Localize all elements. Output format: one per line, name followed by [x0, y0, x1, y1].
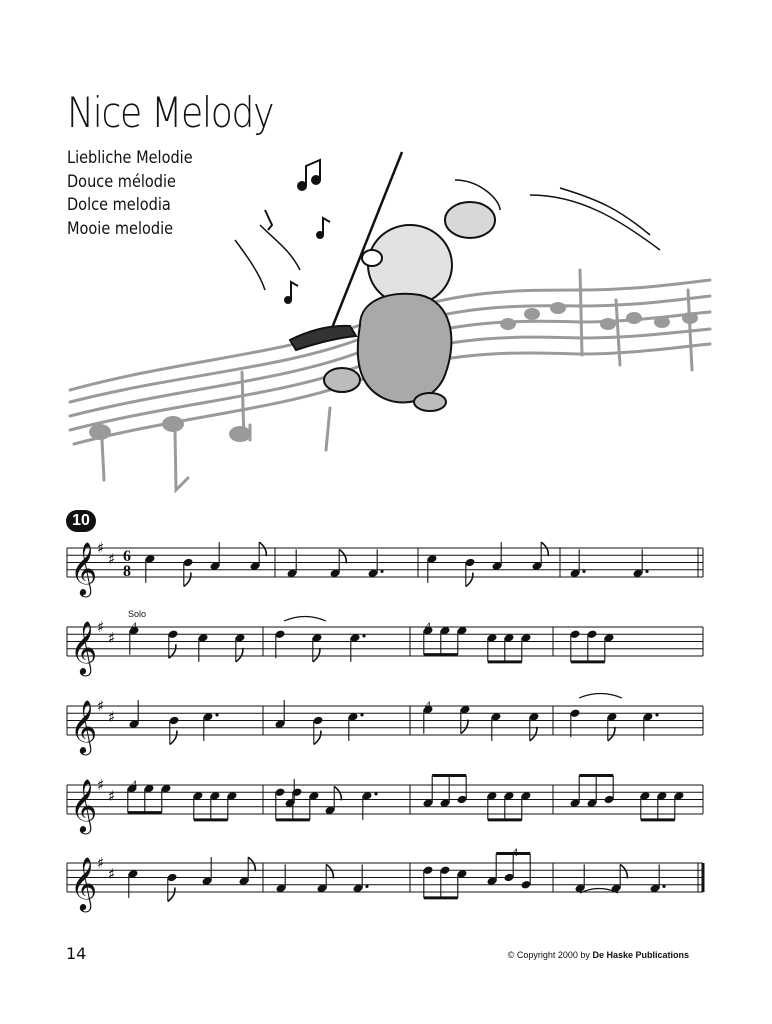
tie-slur: [579, 694, 622, 699]
note-flag: [313, 648, 320, 662]
treble-clef: 𝄞: [70, 856, 98, 910]
copyright-text: © Copyright 2000 by: [507, 950, 590, 960]
treble-clef: 𝄞: [70, 541, 98, 595]
note-dot: [380, 570, 383, 573]
sharp-sign: ♯: [108, 628, 116, 647]
note-dot: [645, 570, 648, 573]
note-flag: [184, 573, 191, 587]
sharp-sign: ♯: [97, 854, 105, 872]
page-number: 14: [66, 944, 87, 963]
note-flag: [236, 648, 243, 662]
time-signature-top: 6: [123, 548, 131, 565]
note-flag: [608, 727, 615, 741]
subtitle-french: Douce mélodie: [67, 171, 176, 191]
subtitle-german: Liebliche Melodie: [67, 148, 193, 167]
note-dot: [582, 570, 585, 573]
note-flag: [541, 542, 548, 556]
note-flag: [170, 731, 177, 745]
sharp-sign: ♯: [108, 864, 116, 883]
note-dot: [360, 713, 363, 716]
fingering-number: 4: [512, 845, 518, 859]
page-title: Nice Melody: [67, 88, 274, 137]
note-dot: [662, 885, 665, 888]
sharp-sign: ♯: [97, 697, 105, 715]
sharp-sign: ♯: [108, 707, 116, 726]
subtitle-dutch: Mooie melodie: [67, 218, 174, 238]
treble-clef: 𝄞: [70, 699, 98, 753]
note-dot: [374, 792, 377, 795]
note-dot: [365, 885, 368, 888]
sharp-sign: ♯: [97, 539, 105, 557]
note-flag: [339, 549, 346, 563]
note-flag: [326, 864, 333, 878]
fingering-number: 4: [131, 619, 137, 633]
solo-label: Solo: [128, 609, 147, 619]
sharp-sign: ♯: [97, 618, 105, 636]
sharp-sign: ♯: [108, 786, 116, 805]
note-flag: [461, 720, 468, 734]
note-flag: [466, 573, 473, 587]
fingering-number: 4: [425, 619, 431, 633]
tie-slur: [284, 617, 326, 622]
fingering-number: 4: [131, 777, 137, 791]
time-signature-bottom: 8: [123, 563, 131, 580]
note-dot: [655, 713, 658, 716]
exercise-number-badge: 10: [66, 510, 96, 532]
note-flag: [259, 542, 266, 556]
note-dot: [215, 713, 218, 716]
note-flag: [530, 727, 537, 741]
note-flag: [248, 857, 255, 871]
note-flag: [620, 864, 627, 878]
treble-clef: 𝄞: [70, 620, 98, 674]
subtitle-italian: Dolce melodia: [67, 195, 171, 214]
sharp-sign: ♯: [108, 549, 116, 568]
treble-clef: 𝄞: [70, 778, 98, 832]
sharp-sign: ♯: [97, 776, 105, 794]
fingering-number: 4: [425, 698, 431, 712]
note-flag: [168, 888, 175, 902]
note-flag: [334, 786, 341, 800]
note-dot: [362, 634, 365, 637]
publisher-name: De Haske Publications: [592, 950, 689, 960]
copyright-notice: [508, 950, 689, 960]
note-flag: [314, 731, 321, 745]
